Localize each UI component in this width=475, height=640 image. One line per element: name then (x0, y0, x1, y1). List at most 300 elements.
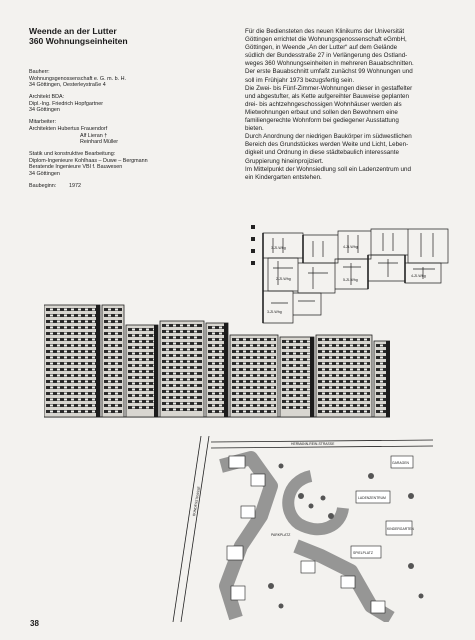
window (243, 387, 246, 389)
window (64, 375, 67, 377)
window (257, 339, 260, 341)
window (78, 345, 81, 347)
window (300, 341, 303, 343)
window (322, 345, 325, 347)
window (166, 403, 169, 405)
window (57, 351, 60, 353)
window (219, 357, 222, 359)
body-line: familiengerechte Wohnform bei gediegener Ausstattung (245, 117, 399, 125)
window (85, 327, 88, 329)
window (264, 339, 267, 341)
credit-label: Mitarbeiter: (29, 119, 56, 126)
window (194, 409, 197, 411)
balcony-band (208, 368, 226, 371)
balcony-band (104, 308, 122, 311)
window (187, 403, 190, 405)
window (343, 399, 346, 401)
body-line: Göttingen errichtet die Wohnungsgenossenschaft eGmbH, (245, 36, 407, 44)
body-line: ein Kindergarten entstehen. (245, 173, 322, 181)
window (85, 351, 88, 353)
window (85, 393, 88, 395)
window (236, 351, 239, 353)
window (166, 325, 169, 327)
window (236, 363, 239, 365)
window (64, 399, 67, 401)
window (64, 315, 67, 317)
window (336, 363, 339, 365)
plan-label-apt: 4-Zi-Whg (343, 245, 358, 249)
window (85, 333, 88, 335)
window (350, 357, 353, 359)
balcony-band (208, 398, 226, 401)
window (219, 381, 222, 383)
window (92, 357, 95, 359)
window (57, 387, 60, 389)
window (212, 387, 215, 389)
window (357, 393, 360, 395)
balcony-band (104, 392, 122, 395)
window (307, 383, 310, 385)
window (357, 357, 360, 359)
balcony-band (208, 404, 226, 407)
balcony-band (208, 410, 226, 413)
window (219, 369, 222, 371)
window (307, 377, 310, 379)
balcony-band (208, 350, 226, 353)
window (357, 381, 360, 383)
balcony-band (208, 374, 226, 377)
plan-label-apt: 5-Zi-Whg (343, 278, 358, 282)
window (219, 333, 222, 335)
window (243, 399, 246, 401)
window (357, 351, 360, 353)
window (194, 403, 197, 405)
window (180, 355, 183, 357)
balcony-band (208, 344, 226, 347)
window (329, 369, 332, 371)
window (78, 411, 81, 413)
body-line: drei- bis achtzehngeschossigen Wohnhäuser werden als (245, 100, 402, 108)
window (307, 407, 310, 409)
window (364, 399, 367, 401)
body-line: Der erste Bauabschnitt umfaßt zunächst 99 Wohnungen und (245, 68, 413, 76)
window (194, 379, 197, 381)
window (187, 397, 190, 399)
site-label: BUNDESSTRASSE (192, 485, 202, 517)
window (57, 357, 60, 359)
window (64, 321, 67, 323)
window (307, 353, 310, 355)
window (212, 327, 215, 329)
window (173, 355, 176, 357)
window (180, 403, 183, 405)
window (322, 399, 325, 401)
credit-line: Wohnungsgenossenschaft e. G. m. b. H. (29, 75, 126, 82)
window (78, 387, 81, 389)
window (50, 315, 53, 317)
window (92, 375, 95, 377)
window (139, 407, 142, 409)
window (322, 375, 325, 377)
window (212, 381, 215, 383)
credit-label: Bauherr: (29, 69, 50, 75)
window (115, 309, 118, 311)
window (350, 411, 353, 413)
credit-line: Diplom-Ingenieure Kohlhaas – Duwe – Bergmann (29, 157, 148, 164)
window (257, 393, 260, 395)
window (243, 345, 246, 347)
window (322, 363, 325, 365)
window (115, 321, 118, 323)
window (336, 411, 339, 413)
window (286, 377, 289, 379)
window (219, 351, 222, 353)
window (212, 363, 215, 365)
window (336, 375, 339, 377)
window (194, 355, 197, 357)
window (364, 357, 367, 359)
body-line: Bereich des Grundstückes werden Weite und Licht, Leben- (245, 141, 409, 149)
window (50, 399, 53, 401)
window (173, 391, 176, 393)
window (92, 321, 95, 323)
window (187, 409, 190, 411)
window (257, 405, 260, 407)
window (300, 389, 303, 391)
window (307, 347, 310, 349)
window (257, 345, 260, 347)
window (300, 371, 303, 373)
window (194, 361, 197, 363)
window (180, 379, 183, 381)
window (194, 331, 197, 333)
window (257, 375, 260, 377)
window (85, 339, 88, 341)
window (64, 411, 67, 413)
window (71, 399, 74, 401)
window (115, 375, 118, 377)
window (173, 403, 176, 405)
window (132, 407, 135, 409)
window (250, 369, 253, 371)
window (115, 333, 118, 335)
window (212, 333, 215, 335)
window (380, 357, 383, 359)
window (146, 359, 149, 361)
window (236, 405, 239, 407)
window (139, 389, 142, 391)
window (180, 373, 183, 375)
window (364, 369, 367, 371)
credit-label: Architekt BDA: (29, 94, 65, 101)
credit-mitarbeiter (29, 119, 229, 145)
window (166, 343, 169, 345)
window (64, 363, 67, 365)
window (180, 367, 183, 369)
credit-bauherr (29, 69, 229, 89)
window (108, 339, 111, 341)
site-plan-drawing (171, 436, 433, 622)
window (132, 341, 135, 343)
window (146, 353, 149, 355)
window (364, 393, 367, 395)
window (108, 369, 111, 371)
window (264, 387, 267, 389)
window (78, 405, 81, 407)
window (357, 369, 360, 371)
window (50, 363, 53, 365)
window (329, 393, 332, 395)
window (257, 351, 260, 353)
window (173, 397, 176, 399)
credit-line: Dipl.-Ing. Friedrich Hopfgartner (29, 100, 104, 107)
window (271, 375, 274, 377)
window (92, 315, 95, 317)
window (50, 339, 53, 341)
window (180, 391, 183, 393)
balcony-band (208, 362, 226, 365)
window (236, 387, 239, 389)
window (64, 327, 67, 329)
window (364, 411, 367, 413)
window (219, 345, 222, 347)
window (115, 363, 118, 365)
project-credits (29, 69, 229, 195)
body-line: Für die Bediensteten des neuen Klinikums der Universität (245, 28, 405, 35)
window (108, 351, 111, 353)
credit-line: 34 Göttingen (29, 107, 60, 114)
window (322, 411, 325, 413)
window (343, 363, 346, 365)
window (271, 351, 274, 353)
window (293, 341, 296, 343)
window (50, 327, 53, 329)
window (146, 329, 149, 331)
window (329, 345, 332, 347)
window (71, 309, 74, 311)
window (78, 369, 81, 371)
window (286, 347, 289, 349)
window (243, 381, 246, 383)
window (271, 405, 274, 407)
balcony-band (208, 338, 226, 341)
balcony-band (104, 374, 122, 377)
credit-line: Architekten Hubertus Frauendorf (29, 125, 108, 132)
window (78, 393, 81, 395)
window (257, 387, 260, 389)
window (300, 395, 303, 397)
balcony-band (104, 314, 122, 317)
window (329, 399, 332, 401)
window (187, 343, 190, 345)
window (92, 327, 95, 329)
window (300, 365, 303, 367)
title-line-1: Weende an der Lutter (29, 26, 117, 36)
window (250, 363, 253, 365)
window (243, 369, 246, 371)
window (271, 381, 274, 383)
window (343, 393, 346, 395)
window (350, 393, 353, 395)
window (357, 405, 360, 407)
window (322, 387, 325, 389)
window (71, 327, 74, 329)
window (329, 339, 332, 341)
window (343, 339, 346, 341)
window (57, 405, 60, 407)
window (243, 411, 246, 413)
balcony-band (104, 398, 122, 401)
body-line: und abgestufter, als Kette aufgereihter Bauweise geplanten (245, 92, 410, 100)
body-line: südlich der Bundesstraße 27 in Verlängerung des Ostland- (245, 52, 408, 60)
window (85, 321, 88, 323)
window (322, 339, 325, 341)
window (219, 375, 222, 377)
window (57, 315, 60, 317)
window (329, 381, 332, 383)
window (71, 363, 74, 365)
window (286, 353, 289, 355)
window (173, 331, 176, 333)
window (380, 375, 383, 377)
window (180, 385, 183, 387)
window (219, 339, 222, 341)
window (293, 383, 296, 385)
window (166, 397, 169, 399)
balcony-band (208, 356, 226, 359)
window (243, 393, 246, 395)
window (71, 339, 74, 341)
window (173, 349, 176, 351)
window (78, 351, 81, 353)
window (307, 389, 310, 391)
window (364, 345, 367, 347)
window (187, 355, 190, 357)
window (286, 365, 289, 367)
window (132, 365, 135, 367)
window (166, 361, 169, 363)
window (293, 371, 296, 373)
window (71, 405, 74, 407)
credit-baubeginn (29, 183, 229, 190)
window (108, 399, 111, 401)
window (108, 375, 111, 377)
window (250, 345, 253, 347)
window (146, 401, 149, 403)
window (71, 411, 74, 413)
window (300, 353, 303, 355)
window (250, 387, 253, 389)
window (286, 395, 289, 397)
window (92, 339, 95, 341)
window (64, 393, 67, 395)
window (92, 387, 95, 389)
baubeginn-year: 1972 (69, 182, 81, 189)
credit-line: 34 Göttingen (29, 170, 60, 177)
window (180, 325, 183, 327)
window (300, 407, 303, 409)
credit-line: Alf Lieran † (80, 132, 108, 139)
balcony-band (104, 320, 122, 323)
balcony-band (208, 392, 226, 395)
window (271, 345, 274, 347)
window (108, 333, 111, 335)
window (71, 315, 74, 317)
window (92, 399, 95, 401)
window (166, 331, 169, 333)
window (173, 361, 176, 363)
window (250, 375, 253, 377)
window (364, 405, 367, 407)
window (293, 359, 296, 361)
window (329, 411, 332, 413)
balcony-band (208, 380, 226, 383)
window (264, 375, 267, 377)
window (108, 357, 111, 359)
window (219, 387, 222, 389)
window (57, 369, 60, 371)
window (236, 357, 239, 359)
window (300, 401, 303, 403)
window (57, 393, 60, 395)
window (336, 399, 339, 401)
window (286, 371, 289, 373)
window (194, 325, 197, 327)
window (85, 309, 88, 311)
window (264, 345, 267, 347)
window (322, 393, 325, 395)
window (173, 373, 176, 375)
window (78, 363, 81, 365)
body-line: Im Mittelpunkt der Wohnsiedlung soll ein Ladenzentrum und (245, 165, 411, 173)
window (146, 383, 149, 385)
window (236, 411, 239, 413)
window (173, 379, 176, 381)
window (108, 381, 111, 383)
article-title (29, 26, 229, 46)
window (357, 339, 360, 341)
window (336, 381, 339, 383)
window (57, 333, 60, 335)
window (85, 375, 88, 377)
window (173, 367, 176, 369)
window (380, 381, 383, 383)
window (180, 331, 183, 333)
window (286, 401, 289, 403)
window (357, 411, 360, 413)
window (336, 369, 339, 371)
window (250, 351, 253, 353)
window (187, 331, 190, 333)
window (286, 341, 289, 343)
window (286, 407, 289, 409)
window (57, 339, 60, 341)
balcony-band (104, 380, 122, 383)
window (187, 367, 190, 369)
window (343, 345, 346, 347)
window (380, 369, 383, 371)
window (350, 369, 353, 371)
page-number: 38 (30, 619, 39, 628)
window (180, 343, 183, 345)
window (219, 405, 222, 407)
window (293, 401, 296, 403)
window (343, 369, 346, 371)
window (71, 387, 74, 389)
window (336, 357, 339, 359)
window (307, 359, 310, 361)
window (264, 381, 267, 383)
